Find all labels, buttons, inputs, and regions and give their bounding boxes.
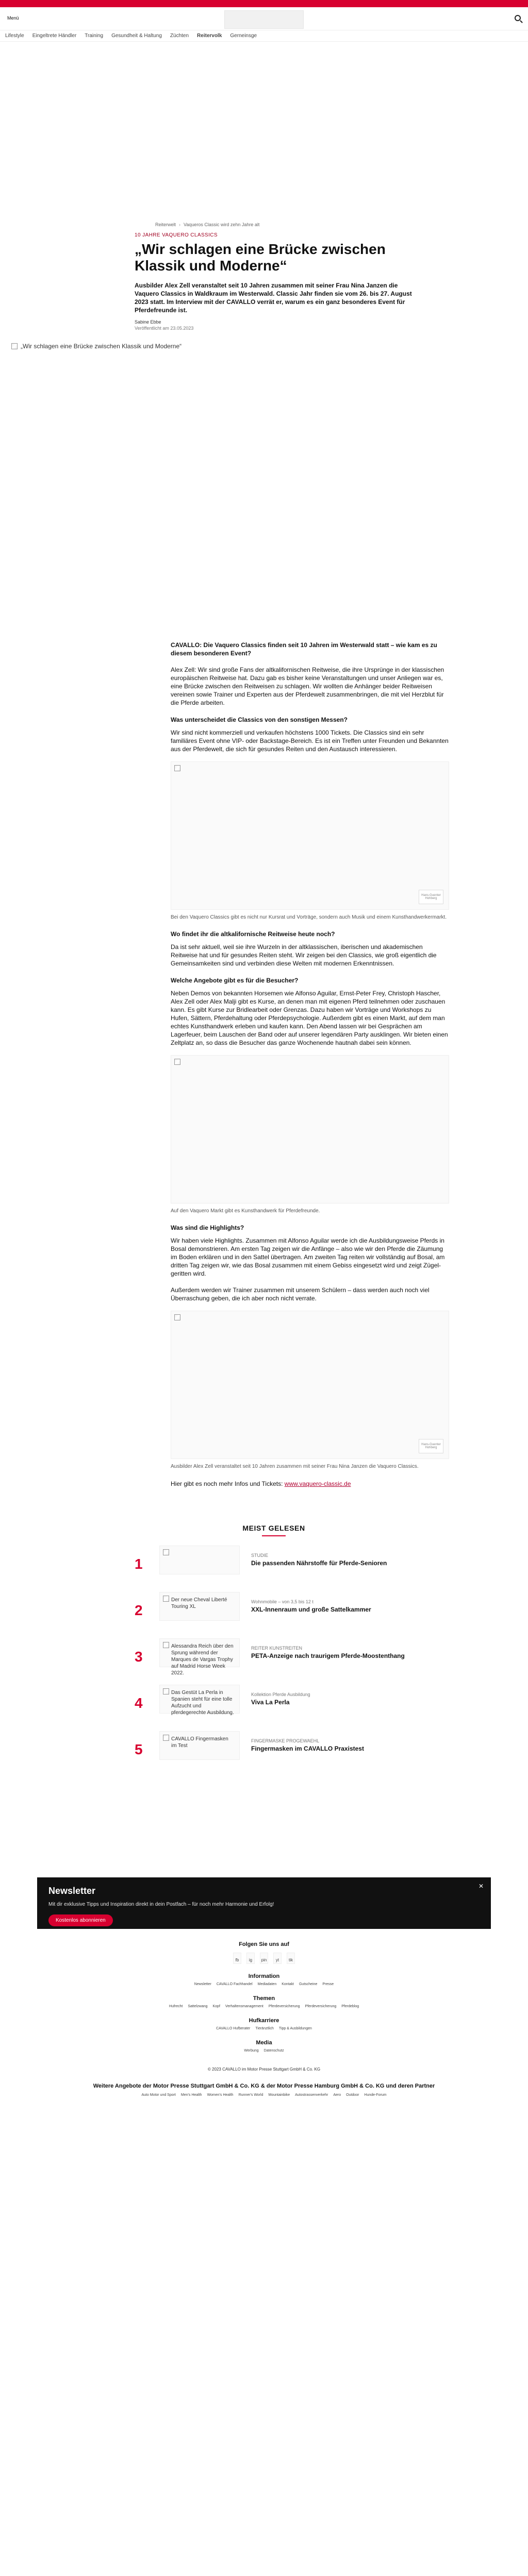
image-credit: Hans-Guenter Hohberg bbox=[419, 1439, 443, 1453]
most-read-list bbox=[135, 1546, 413, 1769]
most-read-thumbnail[interactable] bbox=[159, 1638, 240, 1676]
more-offers-link[interactable]: Men's Health bbox=[180, 2093, 202, 2097]
most-read-text[interactable] bbox=[251, 1731, 406, 1753]
social-title: Folgen Sie uns auf bbox=[239, 1941, 289, 1947]
footer-link[interactable]: Pferdeversicherung bbox=[305, 2005, 337, 2008]
broken-image-icon bbox=[174, 1314, 180, 1320]
image-credit: Hans-Guenter Hohberg bbox=[419, 890, 443, 904]
published-date: Veröffentlicht am 23.05.2023 bbox=[135, 326, 194, 331]
pinterest-icon[interactable]: pin bbox=[260, 1953, 268, 1964]
broken-image-icon bbox=[163, 1549, 169, 1555]
breadcrumb bbox=[155, 222, 413, 227]
most-read-headline[interactable]: Viva La Perla bbox=[251, 1699, 290, 1706]
footer-link[interactable]: Presse bbox=[322, 1982, 334, 1986]
footer-link[interactable]: Tieränztlich bbox=[255, 2027, 274, 2030]
youtube-icon[interactable]: yt bbox=[273, 1953, 282, 1964]
image-caption: Ausbilder Alex Zell veranstaltet seit 10 Jahren zusammen mit seiner Frau Nina Janzen die Vaquero Classics. bbox=[171, 1464, 419, 1469]
most-read-text[interactable] bbox=[251, 1592, 406, 1614]
more-offers-link[interactable]: Auto Motor und Sport bbox=[141, 2093, 176, 2097]
more-offers-link[interactable]: Hunde-Forum bbox=[364, 2093, 387, 2097]
footer-link[interactable]: CAVALLO Hufberater bbox=[216, 2027, 251, 2030]
most-read-thumbnail[interactable] bbox=[159, 1546, 240, 1574]
more-offers-link[interactable]: Runner's World bbox=[238, 2093, 263, 2097]
most-read-kicker: STUDIE bbox=[251, 1553, 269, 1558]
footer-link[interactable]: Gutscheine bbox=[299, 1982, 318, 1986]
article-body bbox=[171, 641, 449, 1488]
paragraph: Außerdem werden wir Trainer zusammen mit unserem Schülern – dass werden auch noch viel Überraschung geben, die ich aber noch nicht verrate. bbox=[171, 1286, 430, 1302]
more-offers-links bbox=[22, 2093, 506, 2097]
article-kicker: 10 JAHRE VAQUERO CLASSICS bbox=[135, 232, 218, 238]
paragraph: Wir sind nicht kommerziell und verkaufen höchstens 1000 Tickets. Die Classics sind ein sehr familiäres Event ohne VIP- oder Backstage-Bereich. Es ist ein Treffen unter Freunden und Bekannten aus der Pferdewelt, die sich für gesundes Reiten und den Austausch interessieren. bbox=[171, 729, 449, 753]
article-teaser: Ausbilder Alex Zell veranstaltet seit 10 Jahren zusammen mit seiner Frau Nina Janzen die Vaquero Classics in Waldkraum im Westerwald. Classic Jahr finden sie vom 26. bis 27. August 2023 statt. Im Interview mit der CAVALLO verrät er, warum es ein ganz besonderes Event für Pferdefreunde ist. bbox=[135, 282, 412, 314]
paragraph: CAVALLO: Die Vaquero Classics finden seit 10 Jahren im Westerwald statt – wie kam es zu diesem besonderen Event? bbox=[171, 641, 437, 657]
paragraph: Wir haben viele Highlights. Zusammen mit Alfonso Aguilar werde ich die Ausbildungsweise Pferds in Bosal demonstrieren. Am ersten Tag zeigen wir die Anfänge – also wie wir den Pferde die Zäumung im Boden erklären und in den Sattel übertragen. Am zweiten Tag reiten wir vollständig auf Bosal, am dritten Tag zeigen wir, wie das Bosal zusammen mit einem Gebiss eingesetzt wird und zeigt Zügel-geritten wird. bbox=[171, 1237, 445, 1277]
most-read-number: 1 bbox=[135, 1556, 143, 1572]
nav-item[interactable]: Lifestyle bbox=[5, 33, 24, 39]
most-read-title: MEIST GELESEN bbox=[242, 1524, 305, 1532]
breadcrumb-item[interactable]: Vaqueros Classic wird zehn Jahre alt bbox=[184, 222, 260, 227]
nav-item[interactable]: Gesundheit & Haltung bbox=[111, 33, 162, 39]
thumbnail-alt-text: Der neue Cheval Liberté Touring XL bbox=[171, 1597, 227, 1609]
most-read-text[interactable] bbox=[251, 1685, 406, 1706]
most-read bbox=[135, 1524, 413, 1769]
footer-links bbox=[42, 2005, 486, 2008]
copyright: © 2023 CAVALLO im Motor Presse Stuttgart GmbH & Co. KG bbox=[207, 2067, 321, 2072]
thumbnail-alt-text: Alessandra Reich über den Sprung während der Marques de Vargas Trophy auf Madrid Horse Week 2022. bbox=[171, 1643, 234, 1676]
nav-item[interactable]: Gerneinsge bbox=[230, 33, 257, 39]
newsletter-description: Mit dir exklusive Tipps und Inspiration direkt in dein Postfach – für noch mehr Harmonie und Erfolg! bbox=[48, 1902, 274, 1907]
most-read-item[interactable] bbox=[135, 1592, 413, 1630]
thumbnail-alt-text: Das Gestüt La Perla in Spanien steht für eine tolle Aufzucht und pferdegerechte Ausbildung. bbox=[171, 1690, 234, 1716]
most-read-headline[interactable]: Fingermasken im CAVALLO Praxistest bbox=[251, 1745, 364, 1752]
info-prefix: Hier gibt es noch mehr Infos und Tickets: bbox=[171, 1480, 285, 1487]
nav-item[interactable]: Reitervolk bbox=[197, 33, 222, 39]
paragraph bbox=[171, 1480, 449, 1488]
footer-link[interactable]: Kopf bbox=[212, 2005, 220, 2008]
more-offers-link[interactable]: Outdoor bbox=[346, 2093, 359, 2097]
image-caption: Auf den Vaquero Markt gibt es Kunsthandwerk für Pferdefreunde. bbox=[171, 1208, 320, 1214]
most-read-kicker: FINGERMASKE PROGEWAEHL bbox=[251, 1738, 320, 1743]
most-read-number: 4 bbox=[135, 1695, 143, 1711]
footer-link[interactable]: Verhaltensmanagement bbox=[225, 2005, 263, 2008]
search-icon[interactable] bbox=[515, 15, 521, 21]
more-offers-link[interactable]: Mountainbike bbox=[268, 2093, 290, 2097]
main-nav bbox=[0, 30, 528, 42]
footer-link[interactable]: Newsletter bbox=[194, 1982, 211, 1986]
footer-section-title: Information bbox=[248, 1973, 280, 1979]
most-read-kicker: Wohnmobile – von 3,5 bis 12 t bbox=[251, 1599, 314, 1604]
thumbnail-alt-text: CAVALLO Fingermasken im Test bbox=[171, 1736, 228, 1749]
section-heading: Welche Angebote gibt es für die Besucher? bbox=[171, 977, 299, 984]
most-read-text[interactable] bbox=[251, 1638, 406, 1660]
most-read-headline[interactable]: XXL-Innenraum und große Sattelkammer bbox=[251, 1606, 371, 1613]
nav-item[interactable]: Training bbox=[85, 33, 104, 39]
footer-link[interactable]: Werbung bbox=[244, 2049, 259, 2053]
broken-image-icon bbox=[163, 1688, 169, 1694]
footer-link[interactable]: Mediadaten bbox=[257, 1982, 277, 1986]
most-read-headline[interactable]: PETA-Anzeige nach traurigem Pferde-Moostenthang bbox=[251, 1652, 405, 1659]
paragraph: Da ist sehr aktuell, weil sie ihre Wurzeln in der altklassischen, iberischen und akademischen Reitweise hat und für gesundes Reiten steht. Wir zeigen bei den Classics, wie groß eigentlich die Gemeinsamkeiten sind und verbinden diese Welten mit modernen Erkenntnissen. bbox=[171, 943, 437, 967]
broken-image-icon bbox=[163, 1596, 169, 1602]
newsletter-subscribe-button[interactable]: Kostenlos abonnieren bbox=[48, 1914, 113, 1926]
menu-button[interactable]: Menü bbox=[7, 15, 19, 21]
nav-item[interactable]: Züchten bbox=[170, 33, 189, 39]
article-title: „Wir schlagen eine Brücke zwischen Klassik und Moderne“ bbox=[135, 241, 386, 274]
hero-image bbox=[11, 340, 517, 352]
article-image bbox=[171, 1311, 449, 1459]
close-icon[interactable]: ✕ bbox=[478, 1883, 484, 1890]
footer-link[interactable]: Pferdeversicherung bbox=[268, 2005, 300, 2008]
footer-link[interactable]: Pferdeblog bbox=[341, 2005, 359, 2008]
most-read-thumbnail[interactable] bbox=[159, 1731, 240, 1760]
most-read-number: 2 bbox=[135, 1602, 143, 1618]
article-header bbox=[135, 222, 413, 331]
most-read-kicker: REITER KUNSTREITEN bbox=[251, 1646, 303, 1651]
site-footer bbox=[0, 1941, 528, 2112]
top-brand-bar bbox=[0, 0, 528, 7]
footer-links bbox=[42, 1982, 486, 1986]
most-read-number: 5 bbox=[135, 1741, 143, 1757]
footer-link[interactable]: CAVALLO Fachhandel bbox=[216, 1982, 253, 1986]
newsletter-title: Newsletter bbox=[48, 1886, 96, 1896]
tiktok-icon[interactable]: tik bbox=[287, 1953, 295, 1964]
footer-section-title: Hufkarriere bbox=[249, 2018, 279, 2024]
newsletter-banner bbox=[37, 1877, 491, 1929]
most-read-kicker: Kollektion Pferde Ausbildung bbox=[251, 1692, 310, 1697]
article-image bbox=[171, 1055, 449, 1204]
author-name[interactable]: Sabine Ebbe bbox=[135, 319, 161, 325]
instagram-icon[interactable]: ig bbox=[246, 1953, 255, 1964]
most-read-item[interactable] bbox=[135, 1731, 413, 1769]
breadcrumb-separator: › bbox=[179, 222, 181, 227]
most-read-item[interactable] bbox=[135, 1638, 413, 1676]
broken-image-icon bbox=[11, 343, 18, 349]
footer-link[interactable]: Kontakt bbox=[282, 1982, 294, 1986]
most-read-thumbnail[interactable] bbox=[159, 1592, 240, 1621]
more-offers-link[interactable]: Autostrassenverkehr bbox=[295, 2093, 328, 2097]
footer-link[interactable]: Hufrecht bbox=[169, 2005, 183, 2008]
most-read-headline[interactable]: Die passenden Nährstoffe für Pferde-Senioren bbox=[251, 1560, 387, 1567]
section-heading: Was unterscheidet die Classics von den sonstigen Messen? bbox=[171, 716, 348, 723]
image-caption: Bei den Vaquero Classics gibt es nicht nur Kursrat und Vorträge, sondern auch Musik und einem Kunsthandwerkermarkt. bbox=[171, 914, 447, 920]
most-read-item[interactable] bbox=[135, 1546, 413, 1584]
social-links bbox=[0, 1953, 528, 1964]
footer-link[interactable]: Tipp & Ausbildungen bbox=[278, 2027, 312, 2030]
nav-item[interactable]: Eingeltrete Händler bbox=[32, 33, 77, 39]
most-read-thumbnail[interactable] bbox=[159, 1685, 240, 1714]
most-read-text[interactable] bbox=[251, 1546, 406, 1567]
footer-link[interactable]: Datenschutz bbox=[263, 2049, 284, 2053]
broken-image-icon bbox=[174, 765, 180, 771]
site-logo[interactable] bbox=[224, 10, 304, 29]
broken-image-icon bbox=[174, 1059, 180, 1065]
tickets-link[interactable]: www.vaquero-classic.de bbox=[284, 1480, 351, 1487]
footer-links bbox=[42, 2049, 486, 2053]
section-heading: Wo findet ihr die altkalifornische Reitweise heute noch? bbox=[171, 930, 335, 938]
facebook-icon[interactable]: fb bbox=[233, 1953, 241, 1964]
paragraph: Neben Demos von bekannten Horsemen wie Alfonso Aguilar, Ernst-Peter Frey, Christoph Hascher, Alex Zell oder Alex Malji gibt es Kurse, an denen man mit eigenen Pferd teilnehmen oder zuschauen kann. Es gibt Kurse zur Bridlearbeit oder Grenzas. Dazu haben wir Vorträge und Workshops zu Hufen, Sättern, Pferdehaltung oder Pferdepsychologie. Außerdem gibt es einen Markt, auf dem man echtes Kunsthandwerk erleben und kaufen kann. Den Abend lassen wir bei Gesprächen am Lagerfeuer, beim Lauschen der Band oder auf unserer legendären Party ausklingen. Wir bieten einen Zeltplatz an, so dass die Besucher das ganze Wochenende hautnah dabei sein können. bbox=[171, 990, 448, 1046]
more-offers-link[interactable]: Aero bbox=[333, 2093, 341, 2097]
paragraph: Alex Zell: Wir sind große Fans der altkalifornischen Reitweise, die ihre Ursprünge in der klassischen europäischen Reitweise hat. Dazu gab es bisher keine Veranstaltungen und unser Anliegen war es, eine Brücke zwischen den Reitweisen zu schlagen. Wir wollten die Anhänger beider Reitweisen vereinen sowie Trainer und Experten aus der Pferdewelt zusammenbringen, die mit viel Herzblut für die Pferde arbeiten. bbox=[171, 666, 444, 706]
most-read-number: 3 bbox=[135, 1649, 143, 1665]
breadcrumb-item[interactable]: Reiterwelt bbox=[155, 222, 176, 227]
most-read-underline bbox=[262, 1535, 286, 1536]
article-image bbox=[171, 761, 449, 910]
footer-section-title: Media bbox=[256, 2040, 272, 2046]
footer-links bbox=[42, 2027, 486, 2030]
footer-section-title: Themen bbox=[253, 1995, 275, 2002]
footer-link[interactable]: Sattelzwang bbox=[188, 2005, 208, 2008]
hero-alt-text: „Wir schlagen eine Brücke zwischen Klassik und Moderne“ bbox=[21, 343, 182, 350]
more-offers-title: Weitere Angebote der Motor Presse Stuttgart GmbH & Co. KG & der Motor Presse Hamburg GmbH & Co. KG und deren Partner bbox=[93, 2083, 435, 2089]
broken-image-icon bbox=[163, 1642, 169, 1648]
section-heading: Was sind die Highlights? bbox=[171, 1224, 244, 1231]
site-header bbox=[0, 7, 528, 30]
most-read-item[interactable] bbox=[135, 1685, 413, 1723]
more-offers-link[interactable]: Women's Health bbox=[207, 2093, 234, 2097]
broken-image-icon bbox=[163, 1735, 169, 1741]
